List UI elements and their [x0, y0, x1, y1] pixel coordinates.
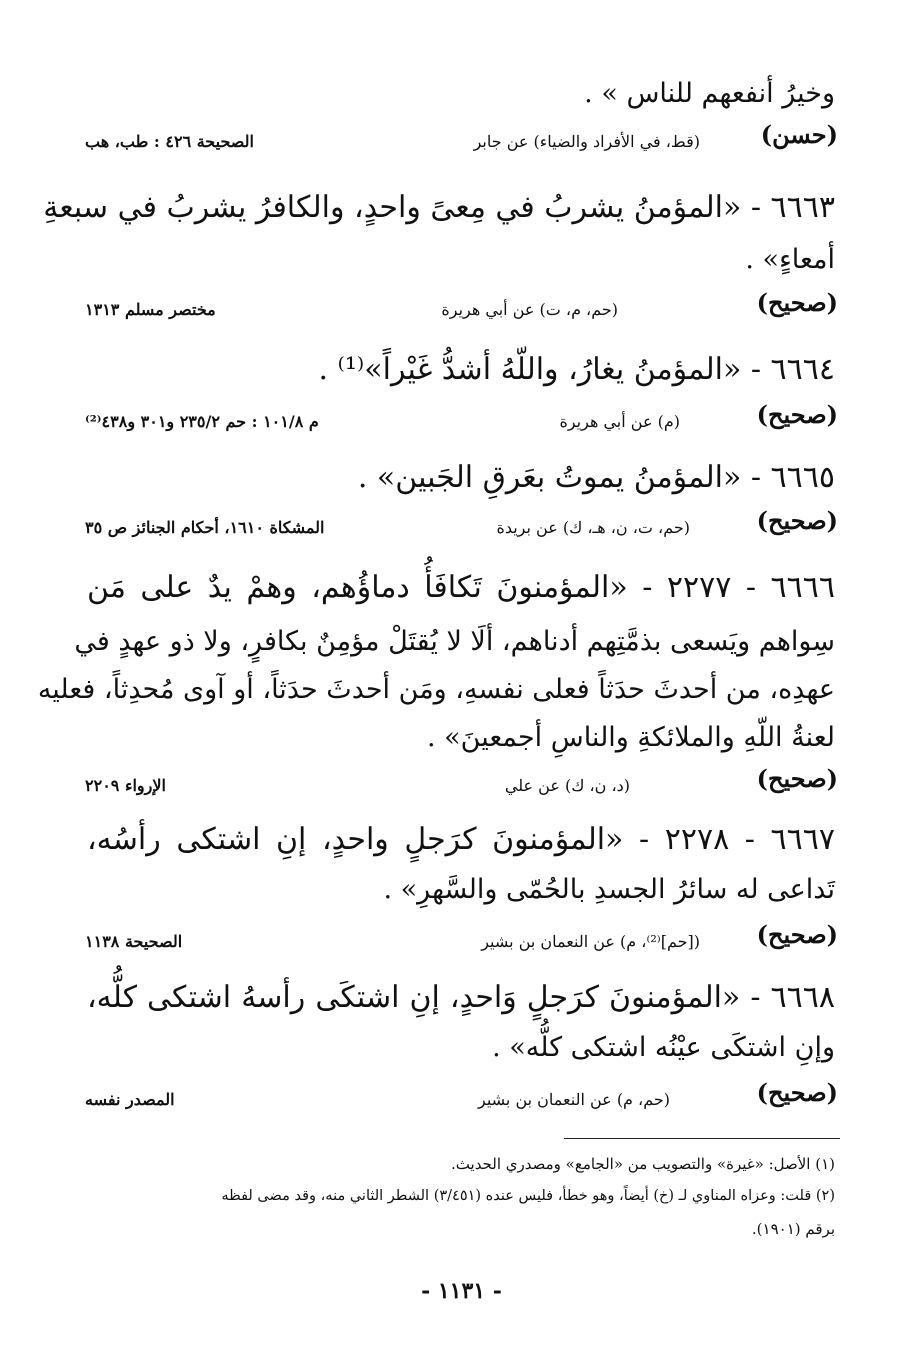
- attribution-row: [85, 120, 838, 164]
- grade-label: ( صحيح ): [757, 764, 838, 793]
- source-text: (م) عن أبي هريرة: [559, 412, 680, 431]
- text-line: سِواهم ويَسعى بذمَّتِهم أدناهم، ألَا لا يُقتَلْ مؤمِنٌ بكافرٍ، ولا ذو عهدٍ في: [74, 626, 835, 657]
- reference-text: مختصر مسلم ١٣١٣: [85, 300, 216, 319]
- text-line: عهدِه، من أحدثَ حدَثاً فعلى نفسهِ، ومَن أحدثَ حدَثاً، أو آوى مُحدِثاً، فعليه: [37, 674, 835, 705]
- text-line: وإنِ اشتكَى عيْنُه اشتكى كلُّه» .: [492, 1032, 835, 1063]
- hadith-line: ٦٦٦٤ - «المؤمنُ يغارُ، واللّهُ أشدُّ غَيْراً»⁽¹⁾ .: [318, 352, 835, 387]
- attribution-row: [85, 288, 838, 332]
- text-line: تَداعى له سائرُ الجسدِ بالحُمّى والسَّهرِ» .: [383, 874, 835, 905]
- grade-label: ( صحيح ): [757, 400, 838, 429]
- hadith-line: ٦٦٦٧ - ٢٢٧٨ - «المؤمنونَ كرَجلٍ واحدٍ، إنِ اشتكى رأسُه،: [87, 822, 835, 857]
- hadith-line: ٦٦٦٥ - «المؤمنُ يموتُ بعَرقِ الجَبين» .: [357, 460, 835, 495]
- reference-text: المشكاة ١٦١٠، أحكام الجنائز ص ٣٥: [85, 518, 325, 537]
- grade-label: ( صحيح ): [757, 506, 838, 535]
- attribution-row: [85, 400, 838, 444]
- grade-label: ( حسن ): [761, 120, 838, 149]
- footnote: (١) الأصل: «غيرة» والتصويب من «الجامع» ومصدري الحديث.: [451, 1155, 835, 1173]
- hadith-line: ٦٦٦٣ - «المؤمنُ يشربُ في مِعىً واحدٍ، والكافرُ يشربُ في سبعةِ: [43, 190, 835, 225]
- text-line: وخيرُ أنفعهم للناس » .: [584, 78, 835, 109]
- attribution-row: [85, 1078, 838, 1122]
- grade-label: ( صحيح ): [757, 288, 838, 317]
- source-text: (حم، ت، ن، هـ، ك) عن بريدة: [496, 518, 690, 537]
- attribution-row: [85, 920, 838, 964]
- text-line: لعنةُ اللّهِ والملائكةِ والناسِ أجمعينَ» .: [426, 722, 835, 753]
- source-text: (حم، م) عن النعمان بن بشير: [477, 1090, 670, 1109]
- grade-label: ( صحيح ): [757, 920, 838, 949]
- reference-text: الصحيحة ٤٢٦ : طب، هب: [85, 132, 254, 151]
- text-line: أمعاءٍ» .: [745, 244, 835, 275]
- source-text: (حم، م، ت) عن أبي هريرة: [441, 300, 618, 319]
- source-text: ([حم]⁽²⁾، م) عن النعمان بن بشير: [481, 932, 700, 951]
- hadith-line: ٦٦٦٦ - ٢٢٧٧ - «المؤمنونَ تَكافَأُ دماؤُهم، وهمْ يدٌ على مَن: [87, 570, 835, 605]
- grade-label: ( صحيح ): [757, 1078, 838, 1107]
- reference-text: المصدر نفسه: [85, 1090, 175, 1109]
- footnote-divider: [564, 1138, 840, 1139]
- source-text: (قط، في الأفراد والضياء) عن جابر: [473, 132, 700, 151]
- attribution-row: [85, 764, 838, 808]
- reference-text: الصحيحة ١١٣٨: [85, 932, 183, 951]
- footnote: (٢) قلت: وعزاه المناوي لـ (خ) أيضاً، وهو خطأ، فليس عنده (٣/٤٥١) الشطر الثاني منه، وقد مضى لفظه: [221, 1188, 835, 1204]
- reference-text: الإرواء ٢٢٠٩: [85, 776, 166, 795]
- reference-text: م ١٠١/٨ : حم ٢٣٥/٢ و٣٠١ و٤٣٨⁽²⁾: [85, 412, 319, 431]
- attribution-row: [85, 506, 838, 550]
- page-number: - ١١٣١ -: [421, 1278, 502, 1304]
- footnote: برقم (١٩٠١).: [751, 1220, 835, 1238]
- hadith-line: ٦٦٦٨ - «المؤمنونَ كرَجلٍ وَاحدٍ، إنِ اشتكَى رأسهُ اشتكى كلُّه،: [87, 980, 835, 1015]
- source-text: (د، ن، ك) عن علي: [504, 776, 630, 795]
